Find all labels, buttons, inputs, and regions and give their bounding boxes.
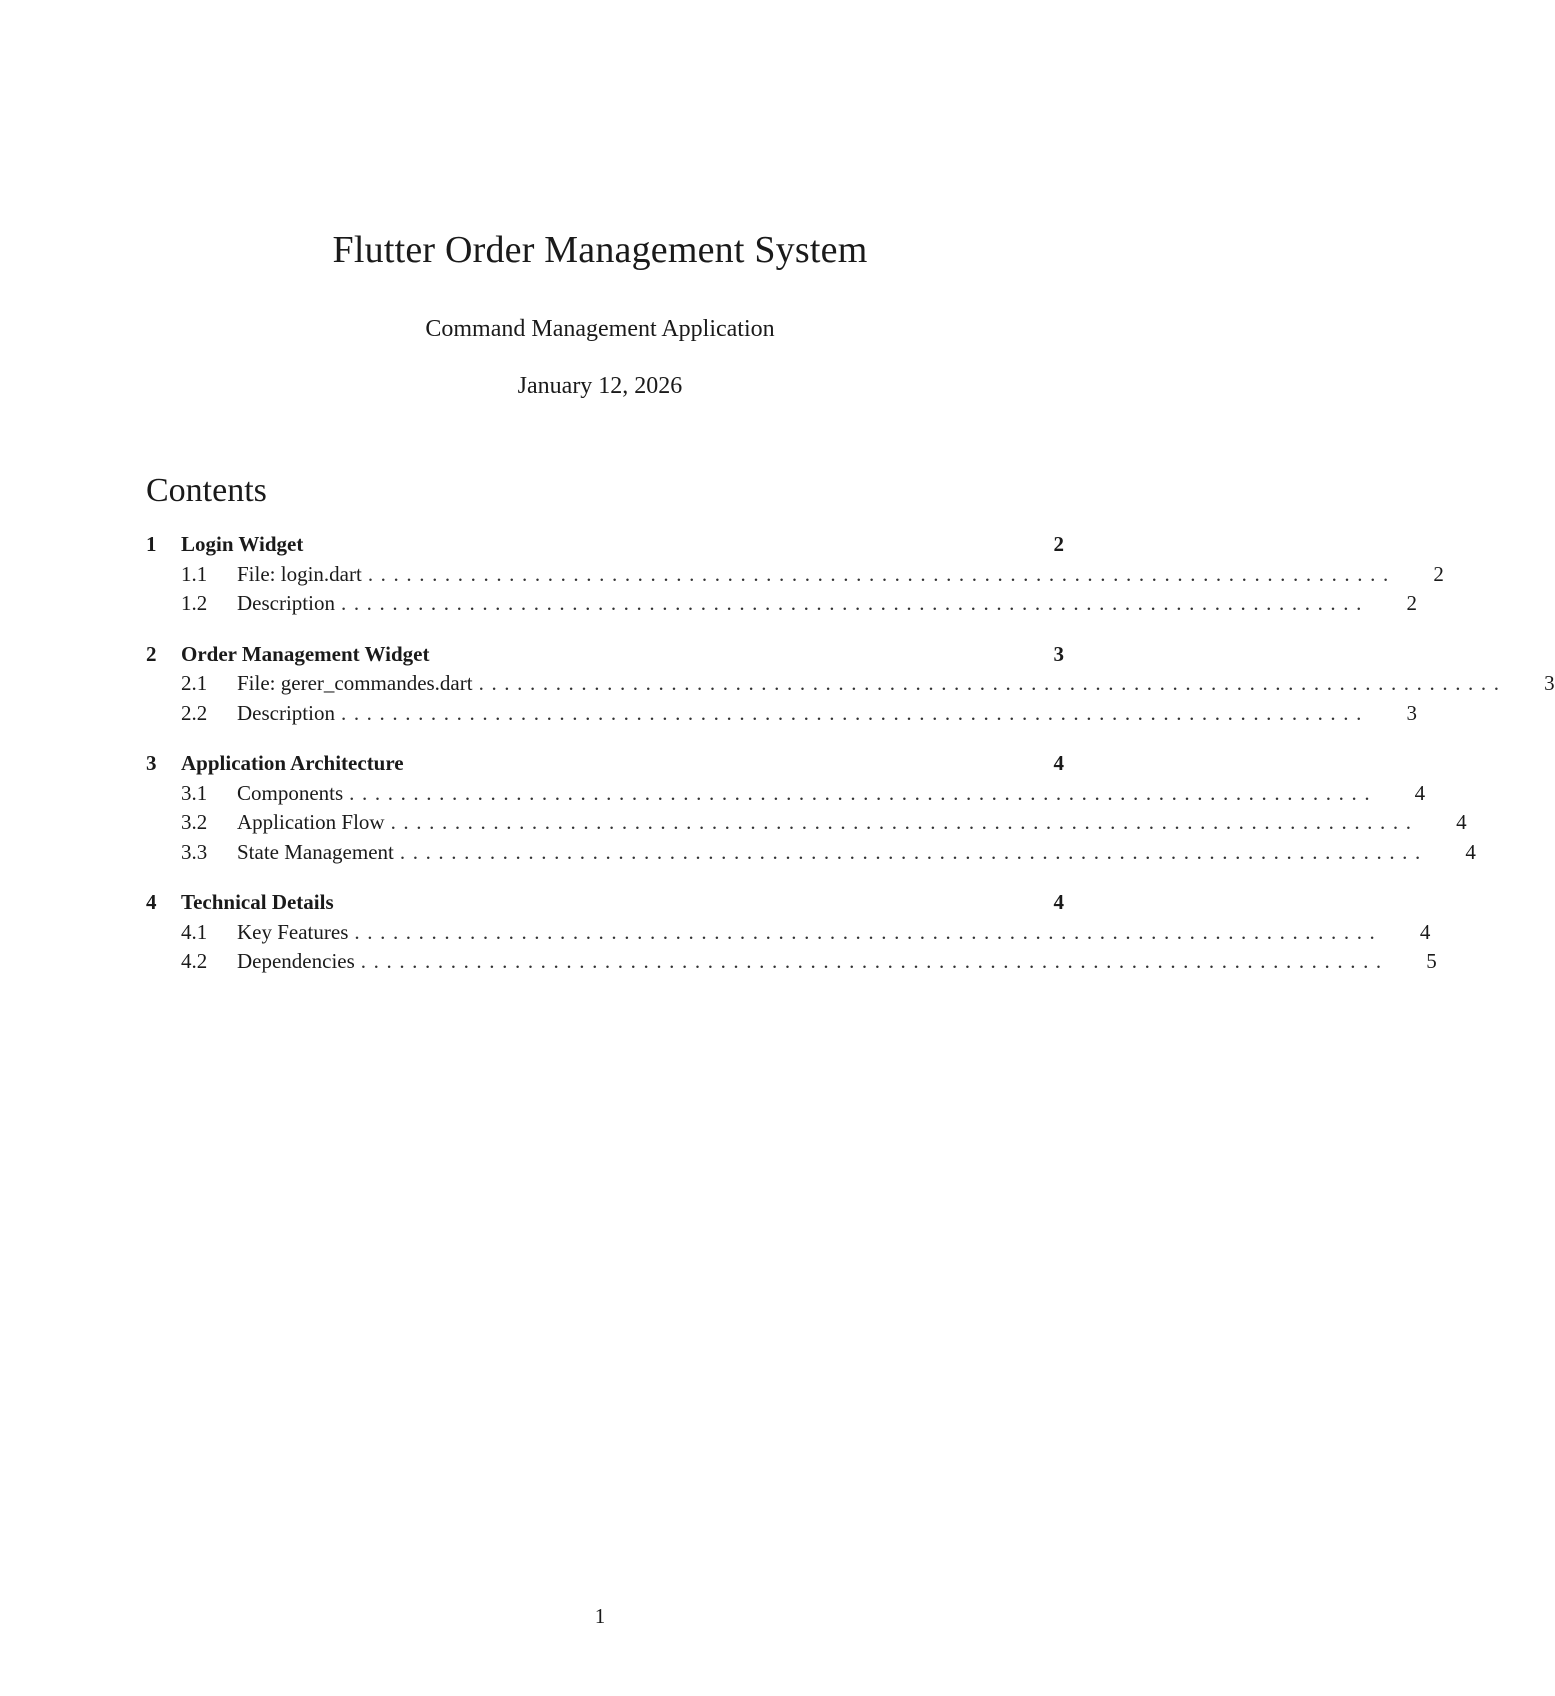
toc-section-page: 3 [1053, 641, 1064, 666]
toc-subsection-title: Description [237, 700, 335, 725]
toc-subsection-number: 2.2 [181, 700, 208, 725]
toc-section-page: 4 [1053, 751, 1064, 775]
toc-leader-dots: ................................................................................ [478, 671, 1507, 695]
toc-subsection-number: 3.1 [181, 780, 208, 805]
toc-subsection-number: 1.2 [181, 591, 208, 615]
toc-leader-dots: ................................................................................ [354, 919, 1383, 944]
toc-subsection-number: 3.2 [181, 810, 208, 834]
page-number: 1 [594, 1604, 606, 1628]
toc-subsection-title: File: login.dart [237, 561, 362, 586]
toc-entry-subsection[interactable] [146, 918, 1431, 948]
toc-section-number: 2 [146, 641, 157, 666]
toc-subsection-number: 4.1 [181, 919, 208, 944]
toc-section-page: 4 [1053, 890, 1064, 914]
toc-entry-subsection[interactable] [146, 779, 1426, 809]
toc-leader-dots: ................................................................................ [360, 949, 1389, 973]
toc-section [146, 749, 1476, 867]
toc-leader-dots: ................................................................................ [399, 839, 1428, 864]
document-subtitle: Command Management Application [425, 316, 775, 342]
toc-subsection-number: 1.1 [181, 561, 208, 586]
toc-subsection-number: 4.2 [181, 949, 208, 973]
toc-subsection-number: 2.1 [181, 671, 208, 695]
toc-entry-section[interactable] [146, 530, 1064, 560]
toc-section-number: 1 [146, 532, 157, 556]
toc-entry-subsection[interactable] [146, 669, 1555, 699]
toc-section-number: 4 [146, 890, 157, 914]
toc-subsection-page: 4 [1465, 839, 1476, 864]
toc-section-number: 3 [146, 751, 157, 775]
toc-section-title: Application Architecture [181, 751, 404, 775]
contents-heading: Contents [146, 472, 267, 509]
toc-entry-section[interactable] [146, 749, 1064, 779]
toc-entry-subsection[interactable] [146, 808, 1467, 838]
toc-entry-subsection[interactable] [146, 699, 1417, 729]
toc-leader-dots: ................................................................................ [349, 780, 1378, 805]
toc-entry-section[interactable] [146, 888, 1064, 918]
toc-section [146, 640, 1555, 729]
toc-section-title: Technical Details [181, 890, 334, 914]
toc-entry-subsection[interactable] [146, 560, 1444, 590]
toc-subsection-title: Description [237, 591, 335, 615]
toc-leader-dots: ................................................................................ [390, 810, 1419, 834]
toc-entry-subsection[interactable] [146, 947, 1437, 977]
toc-subsection-page: 3 [1406, 700, 1417, 725]
toc-section-title: Login Widget [181, 532, 304, 556]
toc-subsection-title: State Management [237, 839, 394, 864]
toc-section [146, 530, 1444, 619]
toc-subsection-number: 3.3 [181, 839, 208, 864]
document-title: Flutter Order Management System [332, 229, 868, 271]
toc-subsection-page: 3 [1544, 671, 1555, 695]
toc-subsection-title: File: gerer_commandes.dart [237, 671, 473, 695]
toc-subsection-title: Dependencies [237, 949, 355, 973]
toc-subsection-title: Key Features [237, 919, 349, 944]
document-date: January 12, 2026 [517, 373, 683, 399]
toc-subsection-page: 4 [1456, 810, 1467, 834]
toc-leader-dots: ................................................................................ [340, 700, 1369, 725]
toc-subsection-title: Components [237, 780, 344, 805]
toc-subsection-page: 2 [1433, 561, 1444, 586]
toc-section-title: Order Management Widget [181, 641, 430, 666]
toc-leader-dots: ................................................................................ [340, 591, 1369, 615]
toc-leader-dots: ................................................................................ [367, 561, 1396, 586]
table-of-contents [146, 530, 1555, 998]
toc-subsection-page: 5 [1426, 949, 1437, 973]
toc-section-page: 2 [1053, 532, 1064, 556]
toc-subsection-page: 4 [1419, 919, 1431, 944]
toc-section [146, 888, 1437, 977]
toc-entry-subsection[interactable] [146, 589, 1417, 619]
toc-subsection-page: 2 [1406, 591, 1417, 615]
toc-entry-subsection[interactable] [146, 838, 1476, 868]
toc-entry-section[interactable] [146, 640, 1064, 670]
toc-subsection-page: 4 [1414, 780, 1426, 805]
toc-subsection-title: Application Flow [237, 810, 385, 834]
